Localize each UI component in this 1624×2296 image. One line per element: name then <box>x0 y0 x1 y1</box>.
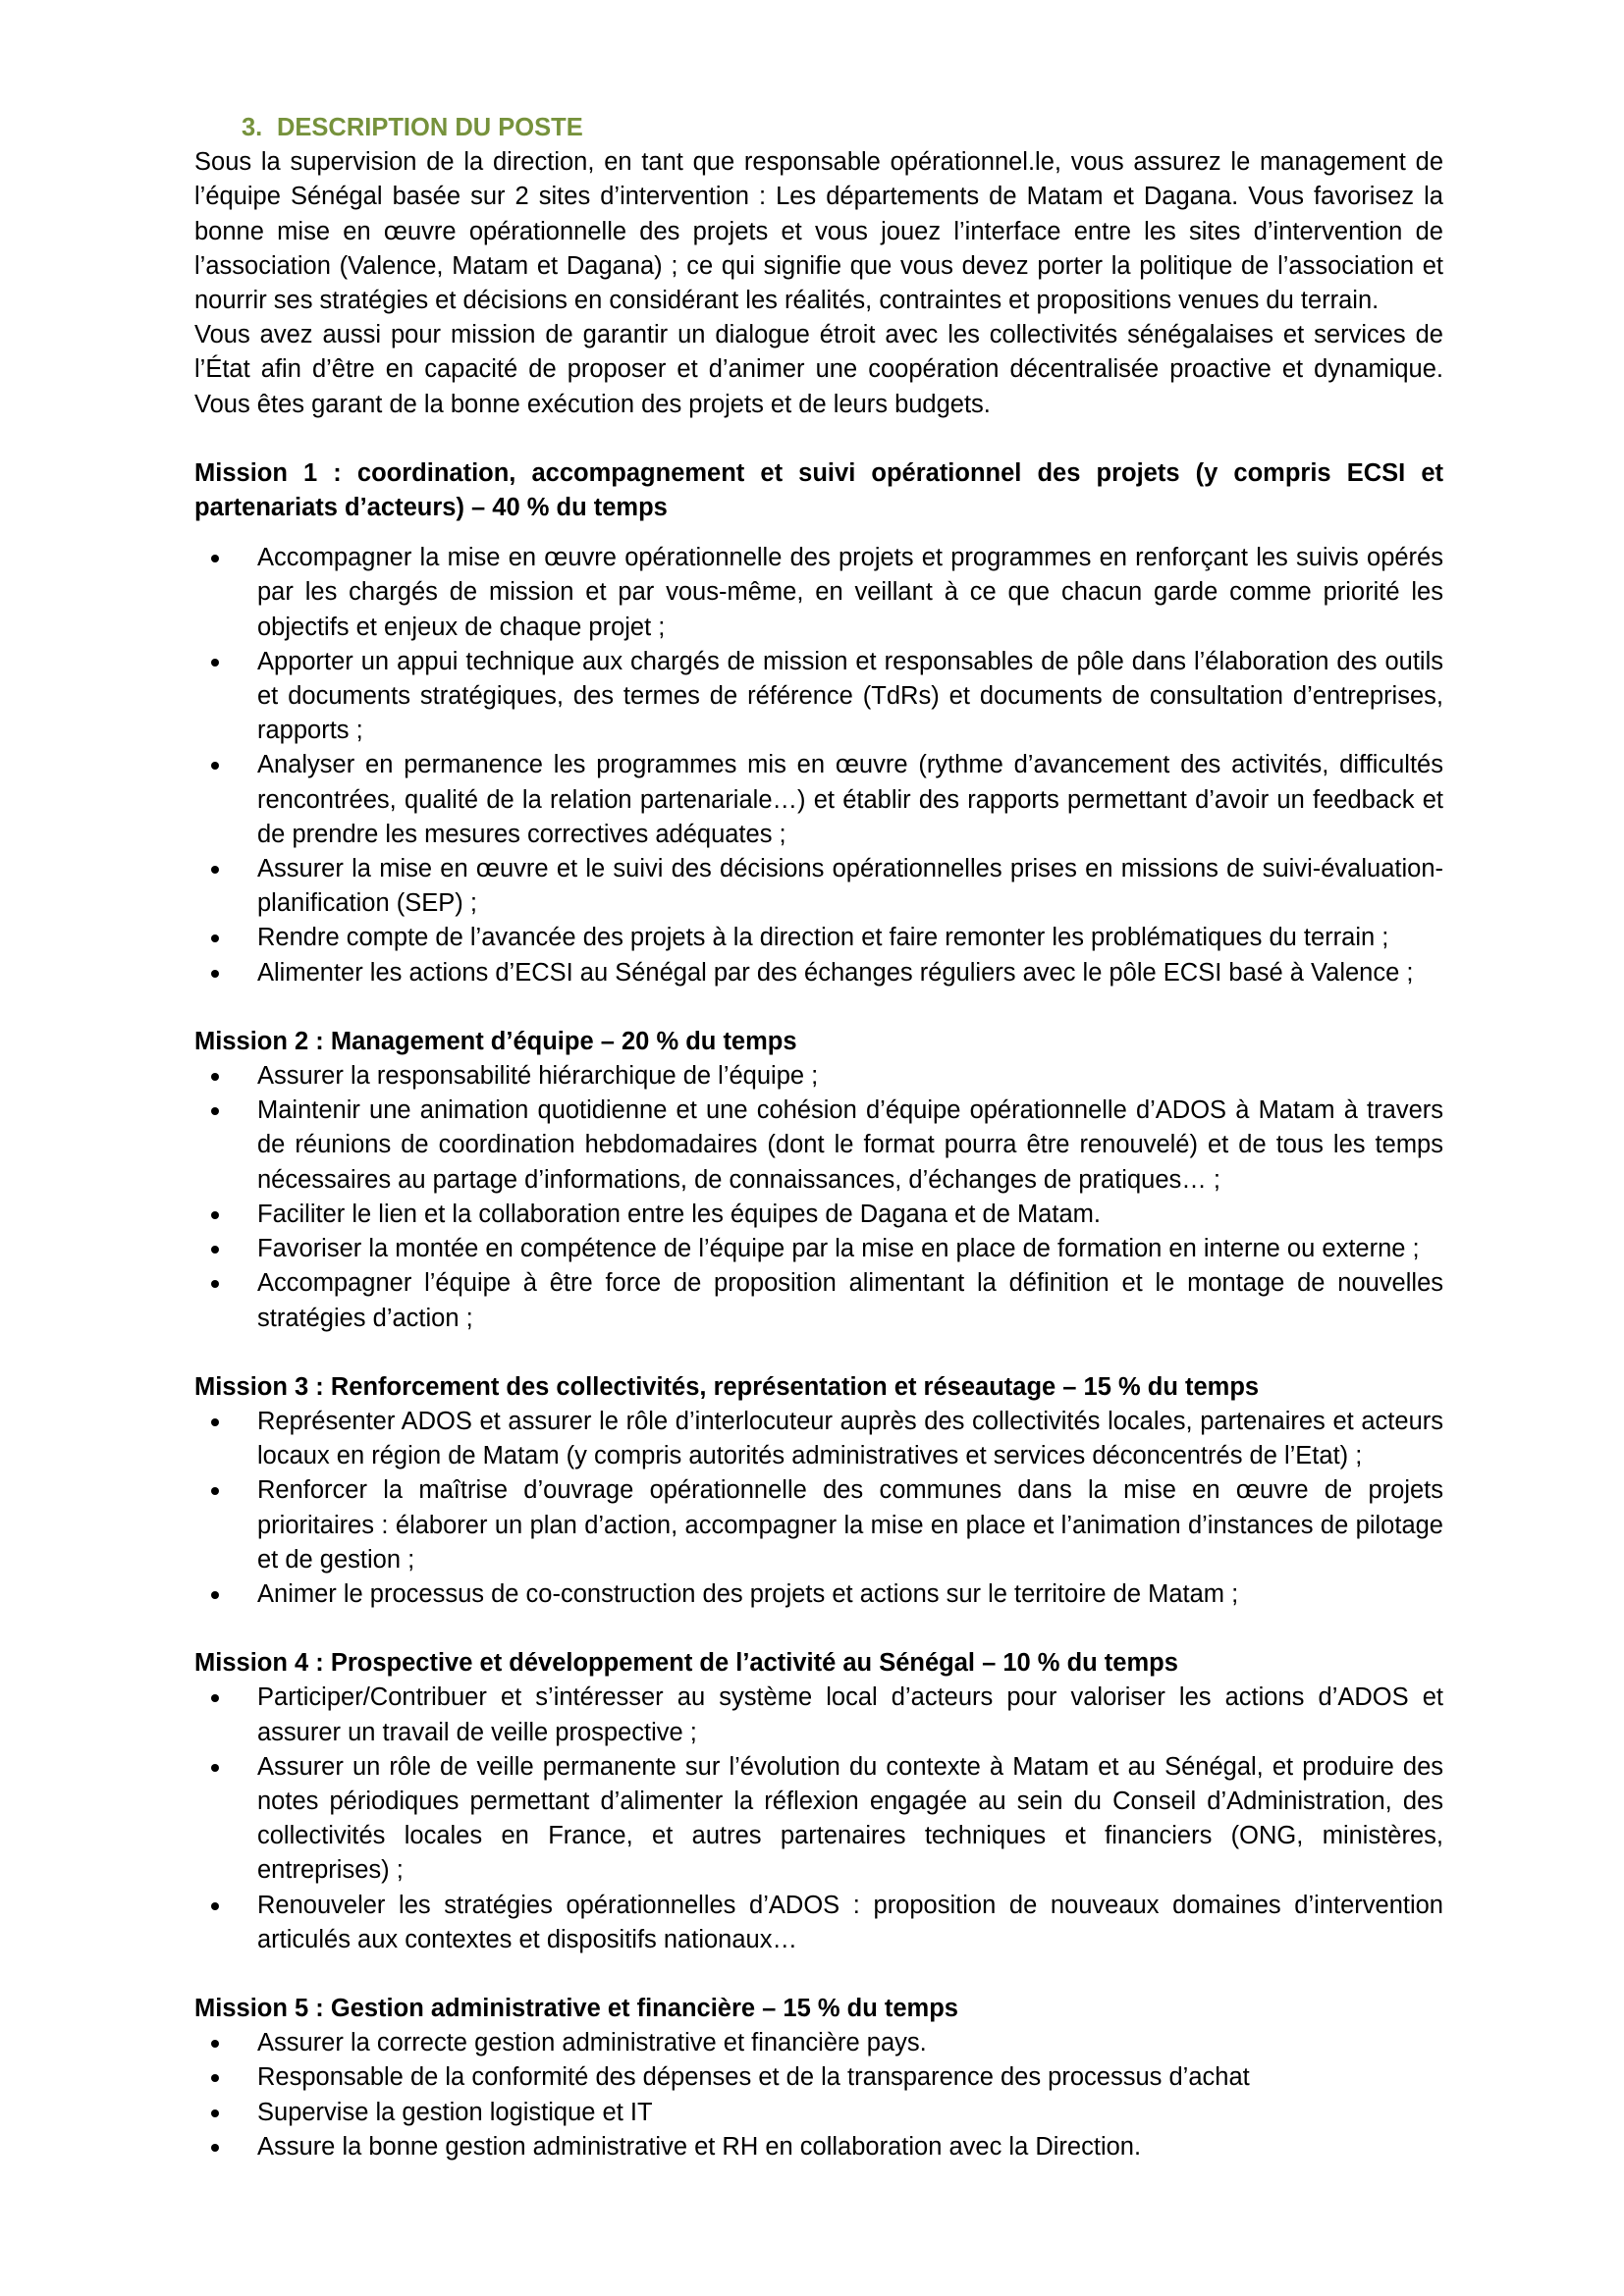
bullet-icon <box>211 1764 219 1772</box>
list-item <box>194 852 1443 921</box>
list-item <box>194 2026 1443 2060</box>
list-item-text: Faciliter le lien et la collaboration entre les équipes de Dagana et de Matam. <box>257 1200 1101 1228</box>
bullet-icon <box>211 1211 219 1219</box>
mission-section <box>194 1992 1443 2164</box>
list-item-text: Accompagner l’équipe à être force de proposition alimentant la définition et le montage de nouvelles stratégies d’action ; <box>257 1269 1443 1332</box>
list-item-text: Assurer un rôle de veille permanente sur l’évolution du contexte à Matam et au Sénégal, et produire des notes périodiques permettant d’alimenter la réflexion engagée au sein du Conseil d’Administration, des collectivités locales en France, et autres partenaires techniques et financiers (ONG, ministères, entreprises) ; <box>257 1752 1443 1885</box>
list-item <box>194 2130 1443 2164</box>
mission-section <box>194 456 1443 990</box>
mission-bullet-list <box>194 2026 1443 2164</box>
mission-section <box>194 1646 1443 1957</box>
mission-bullet-list <box>194 1059 1443 1336</box>
list-item <box>194 1577 1443 1612</box>
list-item-text: Assure la bonne gestion administrative et RH en collaboration avec la Direction. <box>257 2132 1142 2161</box>
list-item-text: Analyser en permanence les programmes mis en œuvre (rythme d’avancement des activités, difficultés rencontrées, qualité de la relation partenariale…) et établir des rapports permettant d’avoir un feedback et de prendre les mesures correctives adéquates ; <box>257 751 1443 848</box>
list-item <box>194 1889 1443 1957</box>
section-title <box>194 111 1443 145</box>
mission-title: Mission 1 : coordination, accompagnement et suivi opérationnel des projets (y compris ECSI et partenariats d’acteurs) – 40 % du temps <box>194 458 1443 522</box>
bullet-icon <box>211 970 219 978</box>
list-item-text: Responsable de la conformité des dépenses et de la transparence des processus d’achat <box>257 2063 1250 2092</box>
list-item-text: Rendre compte de l’avancée des projets à la direction et faire remonter les problématiques du terrain ; <box>257 924 1389 952</box>
section-intro <box>194 145 1443 422</box>
list-item <box>194 2096 1443 2130</box>
list-item-text: Animer le processus de co-construction des projets et actions sur le territoire de Matam ; <box>257 1579 1239 1608</box>
bullet-icon <box>211 659 219 667</box>
list-item-text: Apporter un appui technique aux chargés de mission et responsables de pôle dans l’élaboration des outils et documents stratégiques, des termes de référence (TdRs) et documents de consultation d’entreprises, rapports ; <box>257 647 1443 745</box>
list-item <box>194 1232 1443 1266</box>
bullet-icon <box>211 555 219 562</box>
list-item <box>194 541 1443 645</box>
intro-paragraph: Vous avez aussi pour mission de garantir un dialogue étroit avec les collectivités sénégalaises et services de l’État afin d’être en capacité de proposer et d’animer une coopération décentralisée proactive et dynamique. Vous êtes garant de la bonne exécution des projets et de leurs budgets. <box>194 321 1443 418</box>
bullet-icon <box>211 1246 219 1254</box>
bullet-icon <box>211 1694 219 1702</box>
list-item-text: Assurer la mise en œuvre et le suivi des décisions opérationnelles prises en missions de suivi-évaluation-planification (SEP) ; <box>257 855 1443 918</box>
list-item <box>194 1198 1443 1232</box>
list-item <box>194 2060 1443 2095</box>
list-item-text: Assurer la responsabilité hiérarchique de l’équipe ; <box>257 1062 819 1091</box>
list-item-text: Participer/Contribuer et s’intéresser au système local d’acteurs pour valoriser les actions d’ADOS et assurer un travail de veille prospective ; <box>257 1683 1443 1746</box>
list-item <box>194 1094 1443 1198</box>
bullet-icon <box>211 1418 219 1426</box>
bullet-icon <box>211 866 219 874</box>
list-item-text: Alimenter les actions d’ECSI au Sénégal par des échanges réguliers avec le pôle ECSI basé à Valence ; <box>257 958 1414 987</box>
bullet-icon <box>211 1280 219 1288</box>
mission-title: Mission 4 : Prospective et développement de l’activité au Sénégal – 10 % du temps <box>194 1649 1178 1678</box>
list-item <box>194 1266 1443 1335</box>
bullet-icon <box>211 1487 219 1495</box>
missions-list <box>194 456 1443 2164</box>
bullet-icon <box>211 2144 219 2152</box>
list-item-text: Accompagner la mise en œuvre opérationnelle des projets et programmes en renforçant les suivis opérés par les chargés de mission et par vous-même, en veillant à ce que chacun garde comme priorité les objectifs et enjeux de chaque projet ; <box>257 544 1443 641</box>
list-item-text: Favoriser la montée en compétence de l’équipe par la mise en place de formation en interne ou externe ; <box>257 1235 1420 1263</box>
bullet-icon <box>211 1107 219 1115</box>
mission-section <box>194 1370 1443 1612</box>
mission-bullet-list <box>194 541 1443 990</box>
mission-section <box>194 1025 1443 1336</box>
bullet-icon <box>211 1073 219 1081</box>
list-item <box>194 1681 1443 1749</box>
list-item <box>194 645 1443 749</box>
bullet-icon <box>211 2040 219 2048</box>
list-item <box>194 748 1443 852</box>
mission-title: Mission 2 : Management d’équipe – 20 % du temps <box>194 1027 797 1055</box>
list-item-text: Supervise la gestion logistique et IT <box>257 2098 653 2126</box>
section-title-text: DESCRIPTION DU POSTE <box>277 114 583 141</box>
mission-title: Mission 5 : Gestion administrative et financière – 15 % du temps <box>194 1994 958 2022</box>
intro-paragraph: Sous la supervision de la direction, en tant que responsable opérationnel.le, vous assurez le management de l’équipe Sénégal basée sur 2 sites d’intervention : Les départements de Matam et Dagana. Vous favorisez la bonne mise en œuvre opérationnelle des projets et vous jouez l’interface entre les sites d’intervention de l’association (Valence, Matam et Dagana) ; ce qui signifie que vous devez porter la politique de l’association et nourrir ses stratégies et décisions en considérant les réalités, contraintes et propositions venues du terrain. <box>194 148 1443 315</box>
mission-bullet-list <box>194 1405 1443 1612</box>
list-item <box>194 1473 1443 1577</box>
list-item-text: Assurer la correcte gestion administrative et financière pays. <box>257 2029 927 2057</box>
mission-bullet-list <box>194 1681 1443 1957</box>
bullet-icon <box>211 2074 219 2082</box>
bullet-icon <box>211 934 219 942</box>
bullet-icon <box>211 1902 219 1910</box>
list-item <box>194 1405 1443 1473</box>
page-content <box>194 111 1443 2164</box>
list-item <box>194 1059 1443 1094</box>
list-item <box>194 921 1443 955</box>
list-item <box>194 956 1443 990</box>
bullet-icon <box>211 1591 219 1599</box>
list-item-text: Renforcer la maîtrise d’ouvrage opérationnelle des communes dans la mise en œuvre de projets prioritaires : élaborer un plan d’action, accompagner la mise en place et l’animation d’instances de pilotage et de gestion ; <box>257 1476 1443 1574</box>
list-item <box>194 1750 1443 1889</box>
section-number: 3. <box>242 114 263 141</box>
mission-title: Mission 3 : Renforcement des collectivités, représentation et réseautage – 15 % du temps <box>194 1372 1260 1401</box>
list-item-text: Maintenir une animation quotidienne et une cohésion d’équipe opérationnelle d’ADOS à Matam à travers de réunions de coordination hebdomadaires (dont le format pourra être renouvelé) et de tous les temps nécessaires au partage d’informations, de connaissances, d’échanges de pratiques… ; <box>257 1096 1443 1194</box>
bullet-icon <box>211 2109 219 2117</box>
bullet-icon <box>211 762 219 770</box>
list-item-text: Représenter ADOS et assurer le rôle d’interlocuteur auprès des collectivités locales, partenaires et acteurs locaux en région de Matam (y compris autorités administratives et services déconcentrés de l’Etat) ; <box>257 1407 1443 1470</box>
list-item-text: Renouveler les stratégies opérationnelles d’ADOS : proposition de nouveaux domaines d’intervention articulés aux contextes et dispositifs nationaux… <box>257 1891 1443 1953</box>
